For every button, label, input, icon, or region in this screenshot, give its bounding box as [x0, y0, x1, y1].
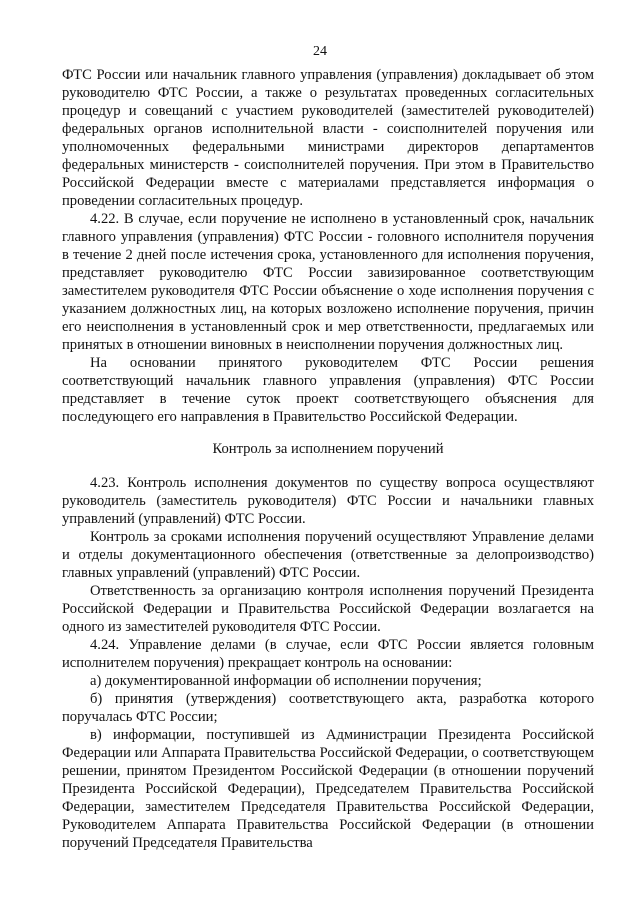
paragraph-decision: На основании принятого руководителем ФТС России решения соответствующий начальник главного управления (управления) ФТС России представляет в течение суток проект соответствующего объяснения для последующего его направления в Правительство Российской Федерации.	[62, 355, 594, 425]
paragraph-continuation: ФТС России или начальник главного управления (управления) докладывает об этом руководителю ФТС России, а также о результатах проведенных согласительных процедур и совещаний с участием руководителей (заместителей руководителей) федеральных органов исполнительной власти - соисполнителей поручения или уполномоченных федеральными министрами директоров департаментов федеральных министерств - соисполнителей поручения. При этом в Правительство Российской Федерации вместе с материалами представляется информация о проведении согласительных процедур.	[62, 67, 594, 209]
list-item-c: в) информации, поступившей из Администрации Президента Российской Федерации или Аппарата Правительства Российской Федерации, о соответствующем решении, принятом Президентом Российской Федерации (в отношении поручений Президента Российской Федерации), Председателем Правительства Российской Федерации, заместителем Председателя Правительства Российской Федерации, Руководителем Аппарата Правительства Российской Федерации (в отношении поручений Председателя Правительства	[62, 727, 594, 851]
paragraph-4-22: 4.22. В случае, если поручение не исполнено в установленный срок, начальник главного управления (управления) ФТС России - головного исполнителя поручения в течение 2 дней после истечения срока, установленного для исполнения поручения, представляет руководителю ФТС России завизированное соответствующим заместителем руководителя ФТС России объяснение о ходе исполнения поручения с указанием должностных лиц, на которых возложено исполнение поручения, причин его неисполнения в установленный срок и мер ответственности, предлагаемых или принятых в отношении виновных в неисполнении поручения должностных лиц.	[62, 211, 594, 353]
paragraph-4-23: 4.23. Контроль исполнения документов по существу вопроса осуществляют руководитель (заместитель руководителя) ФТС России и начальники главных управлений (управлений) ФТС России.	[62, 475, 594, 527]
paragraph-responsibility: Ответственность за организацию контроля исполнения поручений Президента Российской Федерации и Правительства Российской Федерации возлагается на одного из заместителей руководителя ФТС России.	[62, 583, 594, 635]
list-item-a: а) документированной информации об исполнении поручения;	[90, 673, 482, 689]
document-body	[62, 66, 594, 852]
section-heading: Контроль за исполнением поручений	[212, 441, 444, 457]
paragraph-4-24: 4.24. Управление делами (в случае, если ФТС России является головным исполнителем поручения) прекращает контроль на основании:	[62, 637, 594, 671]
paragraph-deadline-control: Контроль за сроками исполнения поручений осуществляют Управление делами и отделы документационного обеспечения (ответственные за делопроизводство) главных управлений (управлений) ФТС России.	[62, 529, 594, 581]
page-number: 24	[313, 44, 327, 59]
list-item-b: б) принятия (утверждения) соответствующего акта, разработка которого поручалась ФТС России;	[62, 691, 594, 725]
